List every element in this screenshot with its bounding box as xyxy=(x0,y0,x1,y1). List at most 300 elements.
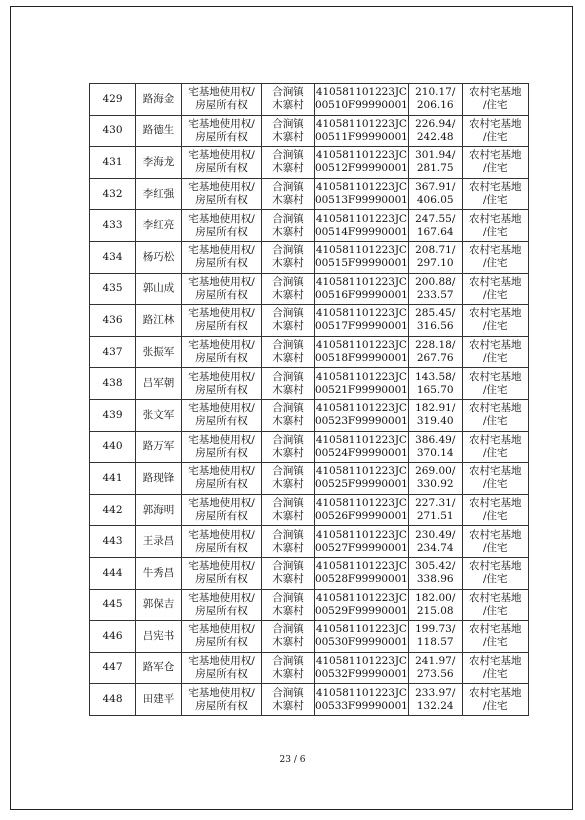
owner-name-cell: 李红亮 xyxy=(136,210,182,242)
land-use-cell-line: 农村宅基地 xyxy=(468,86,522,99)
area-cell xyxy=(408,557,462,589)
location-cell-line: 木寨村 xyxy=(272,636,304,649)
right-type-cell-line: 宅基地使用权/ xyxy=(188,591,255,604)
area-cell-line: 200.88/ xyxy=(415,275,456,288)
area-cell-line: 228.18/ xyxy=(415,339,456,352)
land-use-cell xyxy=(462,526,528,558)
parcel-code-cell xyxy=(315,494,409,526)
right-type-cell-line: 宅基地使用权/ xyxy=(188,465,255,478)
area-cell-line: 273.56 xyxy=(416,667,454,680)
right-type-cell-line: 宅基地使用权/ xyxy=(188,497,255,510)
land-use-cell-line: /住宅 xyxy=(482,604,508,617)
parcel-code-cell-line: 00515F99990001 xyxy=(315,257,408,270)
table-row xyxy=(90,526,529,558)
land-use-cell-line: /住宅 xyxy=(482,667,508,680)
area-cell-line: 242.48 xyxy=(416,130,454,143)
parcel-code-cell-line: 00514F99990001 xyxy=(315,225,408,238)
area-cell xyxy=(408,526,462,558)
area-cell-line: 367.91/ xyxy=(415,181,456,194)
right-type-cell-line: 宅基地使用权/ xyxy=(188,370,255,383)
right-type-cell-line: 房屋所有权 xyxy=(195,352,248,365)
area-cell-line: 215.08 xyxy=(416,604,454,617)
parcel-code-cell xyxy=(315,115,409,147)
location-cell-line: 合涧镇 xyxy=(272,339,304,352)
location-cell xyxy=(262,557,315,589)
table-row xyxy=(90,84,529,116)
land-use-cell xyxy=(462,589,528,621)
owner-name-cell: 郭保吉 xyxy=(136,589,182,621)
right-type-cell-line: 房屋所有权 xyxy=(195,541,248,554)
location-cell xyxy=(262,621,315,653)
parcel-code-cell-line: 410581101223JC xyxy=(315,465,407,478)
parcel-code-cell-line: 410581101223JC xyxy=(315,560,407,573)
location-cell-line: 合涧镇 xyxy=(272,433,304,446)
parcel-code-cell-line: 410581101223JC xyxy=(315,307,407,320)
land-use-cell xyxy=(462,336,528,368)
land-use-cell-line: 农村宅基地 xyxy=(468,402,522,415)
right-type-cell-line: 宅基地使用权/ xyxy=(188,307,255,320)
area-cell-line: 386.49/ xyxy=(415,433,456,446)
area-cell-line: 208.71/ xyxy=(415,244,456,257)
right-type-cell-line: 房屋所有权 xyxy=(195,194,248,207)
location-cell-line: 木寨村 xyxy=(272,99,304,112)
owner-name-cell: 路现锋 xyxy=(136,463,182,495)
location-cell-line: 合涧镇 xyxy=(272,86,304,99)
land-use-cell xyxy=(462,115,528,147)
area-cell xyxy=(408,368,462,400)
land-use-cell-line: /住宅 xyxy=(482,510,508,523)
location-cell-line: 合涧镇 xyxy=(272,149,304,162)
parcel-code-cell-line: 00524F99990001 xyxy=(315,446,408,459)
land-use-cell xyxy=(462,399,528,431)
right-type-cell xyxy=(182,273,262,305)
owner-name-cell: 吕军朝 xyxy=(136,368,182,400)
land-use-cell-line: /住宅 xyxy=(482,699,508,712)
parcel-code-cell-line: 00526F99990001 xyxy=(315,510,408,523)
area-cell-line: 338.96 xyxy=(416,573,454,586)
location-cell xyxy=(262,526,315,558)
area-cell-line: 281.75 xyxy=(416,162,454,175)
area-cell-line: 182.91/ xyxy=(415,402,456,415)
parcel-code-cell-line: 410581101223JC xyxy=(315,370,407,383)
area-cell-line: 406.05 xyxy=(416,194,454,207)
location-cell xyxy=(262,305,315,337)
location-cell-line: 合涧镇 xyxy=(272,528,304,541)
area-cell-line: 285.45/ xyxy=(415,307,456,320)
land-use-cell xyxy=(462,431,528,463)
area-cell xyxy=(408,494,462,526)
row-number-cell: 447 xyxy=(90,652,136,684)
parcel-code-cell-line: 00516F99990001 xyxy=(315,288,408,301)
parcel-code-cell-line: 410581101223JC xyxy=(315,275,407,288)
parcel-code-cell-line: 00529F99990001 xyxy=(315,604,408,617)
location-cell xyxy=(262,652,315,684)
right-type-cell xyxy=(182,684,262,716)
area-cell-line: 241.97/ xyxy=(415,654,456,667)
land-use-cell xyxy=(462,147,528,179)
right-type-cell xyxy=(182,84,262,116)
row-number-cell: 436 xyxy=(90,305,136,337)
location-cell xyxy=(262,178,315,210)
land-use-cell-line: 农村宅基地 xyxy=(468,212,522,225)
right-type-cell-line: 宅基地使用权/ xyxy=(188,275,255,288)
area-cell-line: 247.55/ xyxy=(415,212,456,225)
right-type-cell-line: 宅基地使用权/ xyxy=(188,686,255,699)
area-cell-line: 233.57 xyxy=(416,288,454,301)
land-use-cell-line: 农村宅基地 xyxy=(468,654,522,667)
right-type-cell-line: 房屋所有权 xyxy=(195,225,248,238)
location-cell-line: 合涧镇 xyxy=(272,244,304,257)
owner-name-cell: 路万军 xyxy=(136,431,182,463)
registry-table-body xyxy=(90,84,529,716)
right-type-cell xyxy=(182,147,262,179)
area-cell-line: 267.76 xyxy=(416,352,454,365)
row-number-cell: 440 xyxy=(90,431,136,463)
parcel-code-cell xyxy=(315,210,409,242)
location-cell xyxy=(262,431,315,463)
location-cell-line: 木寨村 xyxy=(272,162,304,175)
location-cell-line: 木寨村 xyxy=(272,130,304,143)
location-cell-line: 木寨村 xyxy=(272,541,304,554)
land-use-cell-line: 农村宅基地 xyxy=(468,623,522,636)
location-cell xyxy=(262,147,315,179)
right-type-cell-line: 宅基地使用权/ xyxy=(188,402,255,415)
table-row xyxy=(90,147,529,179)
table-row xyxy=(90,273,529,305)
area-cell-line: 271.51 xyxy=(416,510,454,523)
parcel-code-cell xyxy=(315,652,409,684)
land-use-cell xyxy=(462,305,528,337)
land-use-cell-line: /住宅 xyxy=(482,288,508,301)
parcel-code-cell xyxy=(315,399,409,431)
right-type-cell-line: 宅基地使用权/ xyxy=(188,433,255,446)
area-cell-line: 301.94/ xyxy=(415,149,456,162)
area-cell xyxy=(408,684,462,716)
right-type-cell xyxy=(182,494,262,526)
parcel-code-cell-line: 410581101223JC xyxy=(315,591,407,604)
location-cell-line: 合涧镇 xyxy=(272,181,304,194)
area-cell xyxy=(408,336,462,368)
page-number: 23 / 6 xyxy=(279,755,306,765)
right-type-cell-line: 房屋所有权 xyxy=(195,636,248,649)
land-use-cell-line: /住宅 xyxy=(482,130,508,143)
table-row xyxy=(90,589,529,621)
parcel-code-cell xyxy=(315,621,409,653)
area-cell-line: 206.16 xyxy=(416,99,454,112)
location-cell-line: 合涧镇 xyxy=(272,212,304,225)
right-type-cell xyxy=(182,431,262,463)
location-cell xyxy=(262,463,315,495)
land-use-cell-line: /住宅 xyxy=(482,478,508,491)
parcel-code-cell xyxy=(315,368,409,400)
area-cell-line: 319.40 xyxy=(416,415,454,428)
parcel-code-cell-line: 410581101223JC xyxy=(315,86,407,99)
row-number-cell: 445 xyxy=(90,589,136,621)
area-cell-line: 230.49/ xyxy=(415,528,456,541)
land-use-cell xyxy=(462,684,528,716)
right-type-cell xyxy=(182,210,262,242)
land-use-cell xyxy=(462,273,528,305)
parcel-code-cell-line: 410581101223JC xyxy=(315,654,407,667)
location-cell-line: 合涧镇 xyxy=(272,623,304,636)
parcel-code-cell-line: 00523F99990001 xyxy=(315,415,408,428)
row-number-cell: 434 xyxy=(90,241,136,273)
land-use-cell xyxy=(462,241,528,273)
parcel-code-cell xyxy=(315,463,409,495)
land-use-cell-line: /住宅 xyxy=(482,636,508,649)
parcel-code-cell-line: 00528F99990001 xyxy=(315,573,408,586)
area-cell-line: 330.92 xyxy=(416,478,454,491)
owner-name-cell: 张振军 xyxy=(136,336,182,368)
area-cell xyxy=(408,210,462,242)
right-type-cell-line: 宅基地使用权/ xyxy=(188,339,255,352)
parcel-code-cell xyxy=(315,147,409,179)
land-use-cell xyxy=(462,463,528,495)
table-row xyxy=(90,684,529,716)
location-cell-line: 木寨村 xyxy=(272,510,304,523)
location-cell-line: 合涧镇 xyxy=(272,307,304,320)
right-type-cell-line: 宅基地使用权/ xyxy=(188,560,255,573)
row-number-cell: 433 xyxy=(90,210,136,242)
property-registry-table xyxy=(89,83,529,716)
area-cell xyxy=(408,621,462,653)
land-use-cell xyxy=(462,210,528,242)
row-number-cell: 441 xyxy=(90,463,136,495)
right-type-cell xyxy=(182,305,262,337)
right-type-cell-line: 房屋所有权 xyxy=(195,288,248,301)
table-row xyxy=(90,652,529,684)
parcel-code-cell-line: 410581101223JC xyxy=(315,149,407,162)
land-use-cell-line: /住宅 xyxy=(482,99,508,112)
land-use-cell-line: /住宅 xyxy=(482,225,508,238)
location-cell-line: 木寨村 xyxy=(272,446,304,459)
owner-name-cell: 张文军 xyxy=(136,399,182,431)
table-row xyxy=(90,336,529,368)
right-type-cell-line: 宅基地使用权/ xyxy=(188,117,255,130)
parcel-code-cell-line: 410581101223JC xyxy=(315,623,407,636)
area-cell-line: 305.42/ xyxy=(415,560,456,573)
row-number-cell: 442 xyxy=(90,494,136,526)
right-type-cell-line: 房屋所有权 xyxy=(195,415,248,428)
land-use-cell-line: /住宅 xyxy=(482,257,508,270)
parcel-code-cell xyxy=(315,431,409,463)
table-row xyxy=(90,557,529,589)
parcel-code-cell xyxy=(315,178,409,210)
row-number-cell: 429 xyxy=(90,84,136,116)
row-number-cell: 438 xyxy=(90,368,136,400)
land-use-cell-line: /住宅 xyxy=(482,320,508,333)
table-row xyxy=(90,463,529,495)
land-use-cell-line: 农村宅基地 xyxy=(468,244,522,257)
land-use-cell xyxy=(462,621,528,653)
area-cell-line: 143.58/ xyxy=(415,370,456,383)
parcel-code-cell-line: 410581101223JC xyxy=(315,181,407,194)
parcel-code-cell-line: 410581101223JC xyxy=(315,686,407,699)
parcel-code-cell-line: 00518F99990001 xyxy=(315,352,408,365)
land-use-cell-line: 农村宅基地 xyxy=(468,433,522,446)
location-cell-line: 合涧镇 xyxy=(272,117,304,130)
location-cell-line: 木寨村 xyxy=(272,225,304,238)
land-use-cell-line: 农村宅基地 xyxy=(468,560,522,573)
owner-name-cell: 吕宪书 xyxy=(136,621,182,653)
area-cell-line: 269.00/ xyxy=(415,465,456,478)
parcel-code-cell xyxy=(315,589,409,621)
location-cell xyxy=(262,336,315,368)
area-cell xyxy=(408,399,462,431)
row-number-cell: 439 xyxy=(90,399,136,431)
area-cell-line: 167.64 xyxy=(416,225,454,238)
parcel-code-cell xyxy=(315,336,409,368)
location-cell-line: 木寨村 xyxy=(272,478,304,491)
area-cell-line: 227.31/ xyxy=(415,497,456,510)
land-use-cell-line: 农村宅基地 xyxy=(468,275,522,288)
row-number-cell: 448 xyxy=(90,684,136,716)
area-cell xyxy=(408,589,462,621)
area-cell-line: 297.10 xyxy=(416,257,454,270)
owner-name-cell: 李海龙 xyxy=(136,147,182,179)
right-type-cell-line: 房屋所有权 xyxy=(195,604,248,617)
land-use-cell xyxy=(462,368,528,400)
location-cell xyxy=(262,494,315,526)
table-row xyxy=(90,621,529,653)
table-row xyxy=(90,178,529,210)
right-type-cell xyxy=(182,621,262,653)
row-number-cell: 432 xyxy=(90,178,136,210)
location-cell xyxy=(262,399,315,431)
owner-name-cell: 路德生 xyxy=(136,115,182,147)
table-row xyxy=(90,431,529,463)
right-type-cell-line: 房屋所有权 xyxy=(195,699,248,712)
land-use-cell-line: /住宅 xyxy=(482,383,508,396)
right-type-cell xyxy=(182,652,262,684)
land-use-cell-line: 农村宅基地 xyxy=(468,591,522,604)
area-cell xyxy=(408,84,462,116)
area-cell-line: 118.57 xyxy=(416,636,454,649)
parcel-code-cell-line: 00521F99990001 xyxy=(315,383,408,396)
parcel-code-cell xyxy=(315,84,409,116)
location-cell-line: 合涧镇 xyxy=(272,402,304,415)
row-number-cell: 444 xyxy=(90,557,136,589)
location-cell-line: 木寨村 xyxy=(272,194,304,207)
land-use-cell-line: /住宅 xyxy=(482,573,508,586)
right-type-cell xyxy=(182,115,262,147)
location-cell xyxy=(262,241,315,273)
location-cell-line: 木寨村 xyxy=(272,604,304,617)
parcel-code-cell-line: 00513F99990001 xyxy=(315,194,408,207)
land-use-cell-line: 农村宅基地 xyxy=(468,370,522,383)
owner-name-cell: 路海金 xyxy=(136,84,182,116)
table-row xyxy=(90,305,529,337)
right-type-cell xyxy=(182,399,262,431)
table-row xyxy=(90,241,529,273)
land-use-cell-line: /住宅 xyxy=(482,162,508,175)
right-type-cell xyxy=(182,526,262,558)
area-cell-line: 234.74 xyxy=(416,541,454,554)
location-cell xyxy=(262,115,315,147)
location-cell-line: 木寨村 xyxy=(272,573,304,586)
parcel-code-cell-line: 00527F99990001 xyxy=(315,541,408,554)
area-cell-line: 226.94/ xyxy=(415,117,456,130)
parcel-code-cell xyxy=(315,526,409,558)
land-use-cell-line: 农村宅基地 xyxy=(468,307,522,320)
area-cell-line: 199.73/ xyxy=(415,623,456,636)
location-cell xyxy=(262,84,315,116)
parcel-code-cell-line: 00532F99990001 xyxy=(315,667,408,680)
location-cell-line: 木寨村 xyxy=(272,257,304,270)
parcel-code-cell-line: 410581101223JC xyxy=(315,244,407,257)
table-row xyxy=(90,368,529,400)
location-cell-line: 合涧镇 xyxy=(272,654,304,667)
right-type-cell xyxy=(182,241,262,273)
location-cell-line: 合涧镇 xyxy=(272,370,304,383)
right-type-cell-line: 房屋所有权 xyxy=(195,573,248,586)
right-type-cell xyxy=(182,463,262,495)
parcel-code-cell-line: 00533F99990001 xyxy=(315,699,408,712)
right-type-cell-line: 宅基地使用权/ xyxy=(188,212,255,225)
table-row xyxy=(90,210,529,242)
right-type-cell-line: 宅基地使用权/ xyxy=(188,86,255,99)
location-cell-line: 合涧镇 xyxy=(272,465,304,478)
location-cell-line: 木寨村 xyxy=(272,699,304,712)
right-type-cell-line: 宅基地使用权/ xyxy=(188,623,255,636)
right-type-cell-line: 房屋所有权 xyxy=(195,99,248,112)
right-type-cell-line: 房屋所有权 xyxy=(195,320,248,333)
location-cell-line: 合涧镇 xyxy=(272,275,304,288)
parcel-code-cell xyxy=(315,305,409,337)
parcel-code-cell-line: 410581101223JC xyxy=(315,339,407,352)
location-cell-line: 合涧镇 xyxy=(272,686,304,699)
location-cell xyxy=(262,684,315,716)
area-cell xyxy=(408,273,462,305)
location-cell-line: 木寨村 xyxy=(272,352,304,365)
right-type-cell-line: 宅基地使用权/ xyxy=(188,181,255,194)
right-type-cell xyxy=(182,178,262,210)
parcel-code-cell-line: 00525F99990001 xyxy=(315,478,408,491)
parcel-code-cell-line: 410581101223JC xyxy=(315,212,407,225)
area-cell-line: 370.14 xyxy=(416,446,454,459)
land-use-cell-line: 农村宅基地 xyxy=(468,339,522,352)
land-use-cell-line: 农村宅基地 xyxy=(468,117,522,130)
parcel-code-cell-line: 410581101223JC xyxy=(315,433,407,446)
location-cell-line: 合涧镇 xyxy=(272,497,304,510)
area-cell-line: 165.70 xyxy=(416,383,454,396)
owner-name-cell: 牛秀昌 xyxy=(136,557,182,589)
parcel-code-cell xyxy=(315,241,409,273)
land-use-cell xyxy=(462,494,528,526)
area-cell-line: 316.56 xyxy=(416,320,454,333)
area-cell-line: 182.00/ xyxy=(415,591,456,604)
parcel-code-cell-line: 00510F99990001 xyxy=(315,99,408,112)
parcel-code-cell-line: 410581101223JC xyxy=(315,117,407,130)
land-use-cell xyxy=(462,652,528,684)
owner-name-cell: 田建平 xyxy=(136,684,182,716)
location-cell-line: 合涧镇 xyxy=(272,591,304,604)
row-number-cell: 431 xyxy=(90,147,136,179)
parcel-code-cell xyxy=(315,557,409,589)
right-type-cell-line: 房屋所有权 xyxy=(195,257,248,270)
parcel-code-cell-line: 410581101223JC xyxy=(315,528,407,541)
right-type-cell-line: 房屋所有权 xyxy=(195,667,248,680)
land-use-cell-line: /住宅 xyxy=(482,446,508,459)
table-row xyxy=(90,494,529,526)
right-type-cell-line: 房屋所有权 xyxy=(195,478,248,491)
location-cell-line: 木寨村 xyxy=(272,383,304,396)
parcel-code-cell-line: 410581101223JC xyxy=(315,402,407,415)
right-type-cell-line: 房屋所有权 xyxy=(195,383,248,396)
owner-name-cell: 王录昌 xyxy=(136,526,182,558)
area-cell xyxy=(408,241,462,273)
right-type-cell-line: 房屋所有权 xyxy=(195,510,248,523)
